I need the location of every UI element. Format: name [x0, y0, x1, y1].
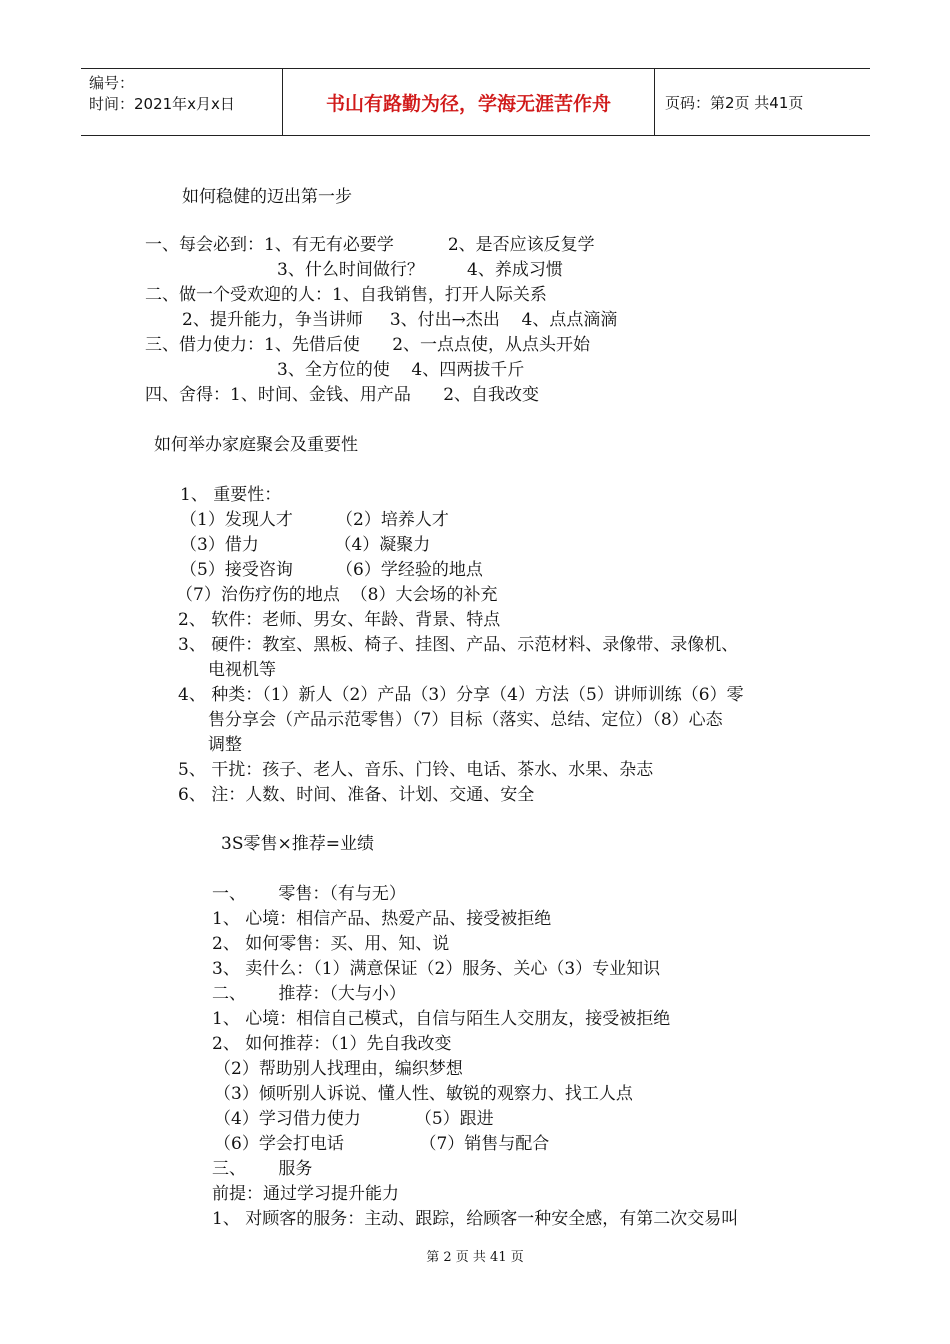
text-line: 售分享会（产品示范零售）（7）目标（落实、总结、定位）（8）心态: [208, 710, 723, 730]
text-line: 3、 硬件：教室、黑板、椅子、挂图、产品、示范材料、录像带、录像机、: [178, 635, 739, 655]
text-line: （3）倾听别人诉说、懂人性、敏锐的观察力、找工人点: [214, 1084, 633, 1104]
section-title: 如何举办家庭聚会及重要性: [154, 435, 358, 455]
text-line: 1、 重要性：: [180, 485, 282, 505]
header-motto: 书山有路勤为径，学海无涯苦作舟: [283, 69, 655, 135]
page-header: [81, 68, 870, 136]
text-line: 3、什么时间做行？ 4、养成习惯: [277, 260, 563, 280]
text-line: 1、 对顾客的服务：主动、跟踪，给顾客一种安全感，有第二次交易叫: [212, 1209, 739, 1229]
text-line: 6、 注：人数、时间、准备、计划、交通、安全: [178, 785, 535, 805]
text-line: 1、 心境：相信自己模式，自信与陌生人交朋友，接受被拒绝: [212, 1009, 671, 1029]
text-line: 5、 干扰：孩子、老人、音乐、门铃、电话、茶水、水果、杂志: [178, 760, 654, 780]
time-label: 时间：2021年x月x日: [89, 95, 235, 113]
text-line: 一、 零售：（有与无）: [212, 884, 406, 904]
text-line: 电视机等: [208, 660, 276, 680]
header-page-info: 页码：第2页 共41页: [665, 93, 804, 112]
text-line: （6）学会打电话 （7）销售与配合: [214, 1134, 550, 1154]
text-line: （7）治伤疗伤的地点 （8）大会场的补充: [176, 585, 498, 605]
section-title: 如何稳健的迈出第一步: [182, 187, 352, 207]
text-line: 三、借力使力：1、先借后使 2、一点点使，从点头开始: [145, 335, 591, 355]
text-line: 1、 心境：相信产品、热爱产品、接受被拒绝: [212, 909, 552, 929]
text-line: （5）接受咨询 （6）学经验的地点: [180, 560, 483, 580]
section-title: 3S零售×推荐=业绩: [221, 834, 374, 854]
text-line: （3）借力 （4）凝聚力: [180, 535, 431, 555]
text-line: （4）学习借力使力 （5）跟进: [214, 1109, 494, 1129]
text-line: （1）发现人才 （2）培养人才: [180, 510, 449, 530]
text-line: 调整: [208, 735, 242, 755]
text-line: 3、 卖什么：（1）满意保证（2）服务、关心（3）专业知识: [212, 959, 661, 979]
text-line: 前提：通过学习提升能力: [212, 1184, 399, 1204]
page-footer: 第 2 页 共 41 页: [426, 1250, 524, 1265]
header-meta: [81, 69, 283, 135]
text-line: 四、舍得：1、时间、金钱、用产品 2、自我改变: [145, 385, 540, 405]
text-line: 三、 服务: [212, 1159, 313, 1179]
text-line: 3、全方位的使 4、四两拔千斤: [277, 360, 525, 380]
text-line: 4、 种类：（1）新人（2）产品（3）分享（4）方法（5）讲师训练（6）零: [178, 685, 744, 705]
text-line: 2、 软件：老师、男女、年龄、背景、特点: [178, 610, 501, 630]
text-line: 2、 如何零售：买、用、知、说: [212, 934, 450, 954]
text-line: （2）帮助别人找理由，编织梦想: [214, 1059, 463, 1079]
text-line: 2、提升能力，争当讲师 3、付出→杰出 4、点点滴滴: [182, 310, 618, 330]
text-line: 二、做一个受欢迎的人：1、自我销售，打开人际关系: [145, 285, 547, 305]
number-label: 编号：: [89, 74, 135, 92]
text-line: 一、每会必到：1、有无有必要学 2、是否应该反复学: [145, 235, 595, 255]
text-line: 2、 如何推荐：（1）先自我改变: [212, 1034, 452, 1054]
text-line: 二、 推荐：（大与小）: [212, 984, 406, 1004]
